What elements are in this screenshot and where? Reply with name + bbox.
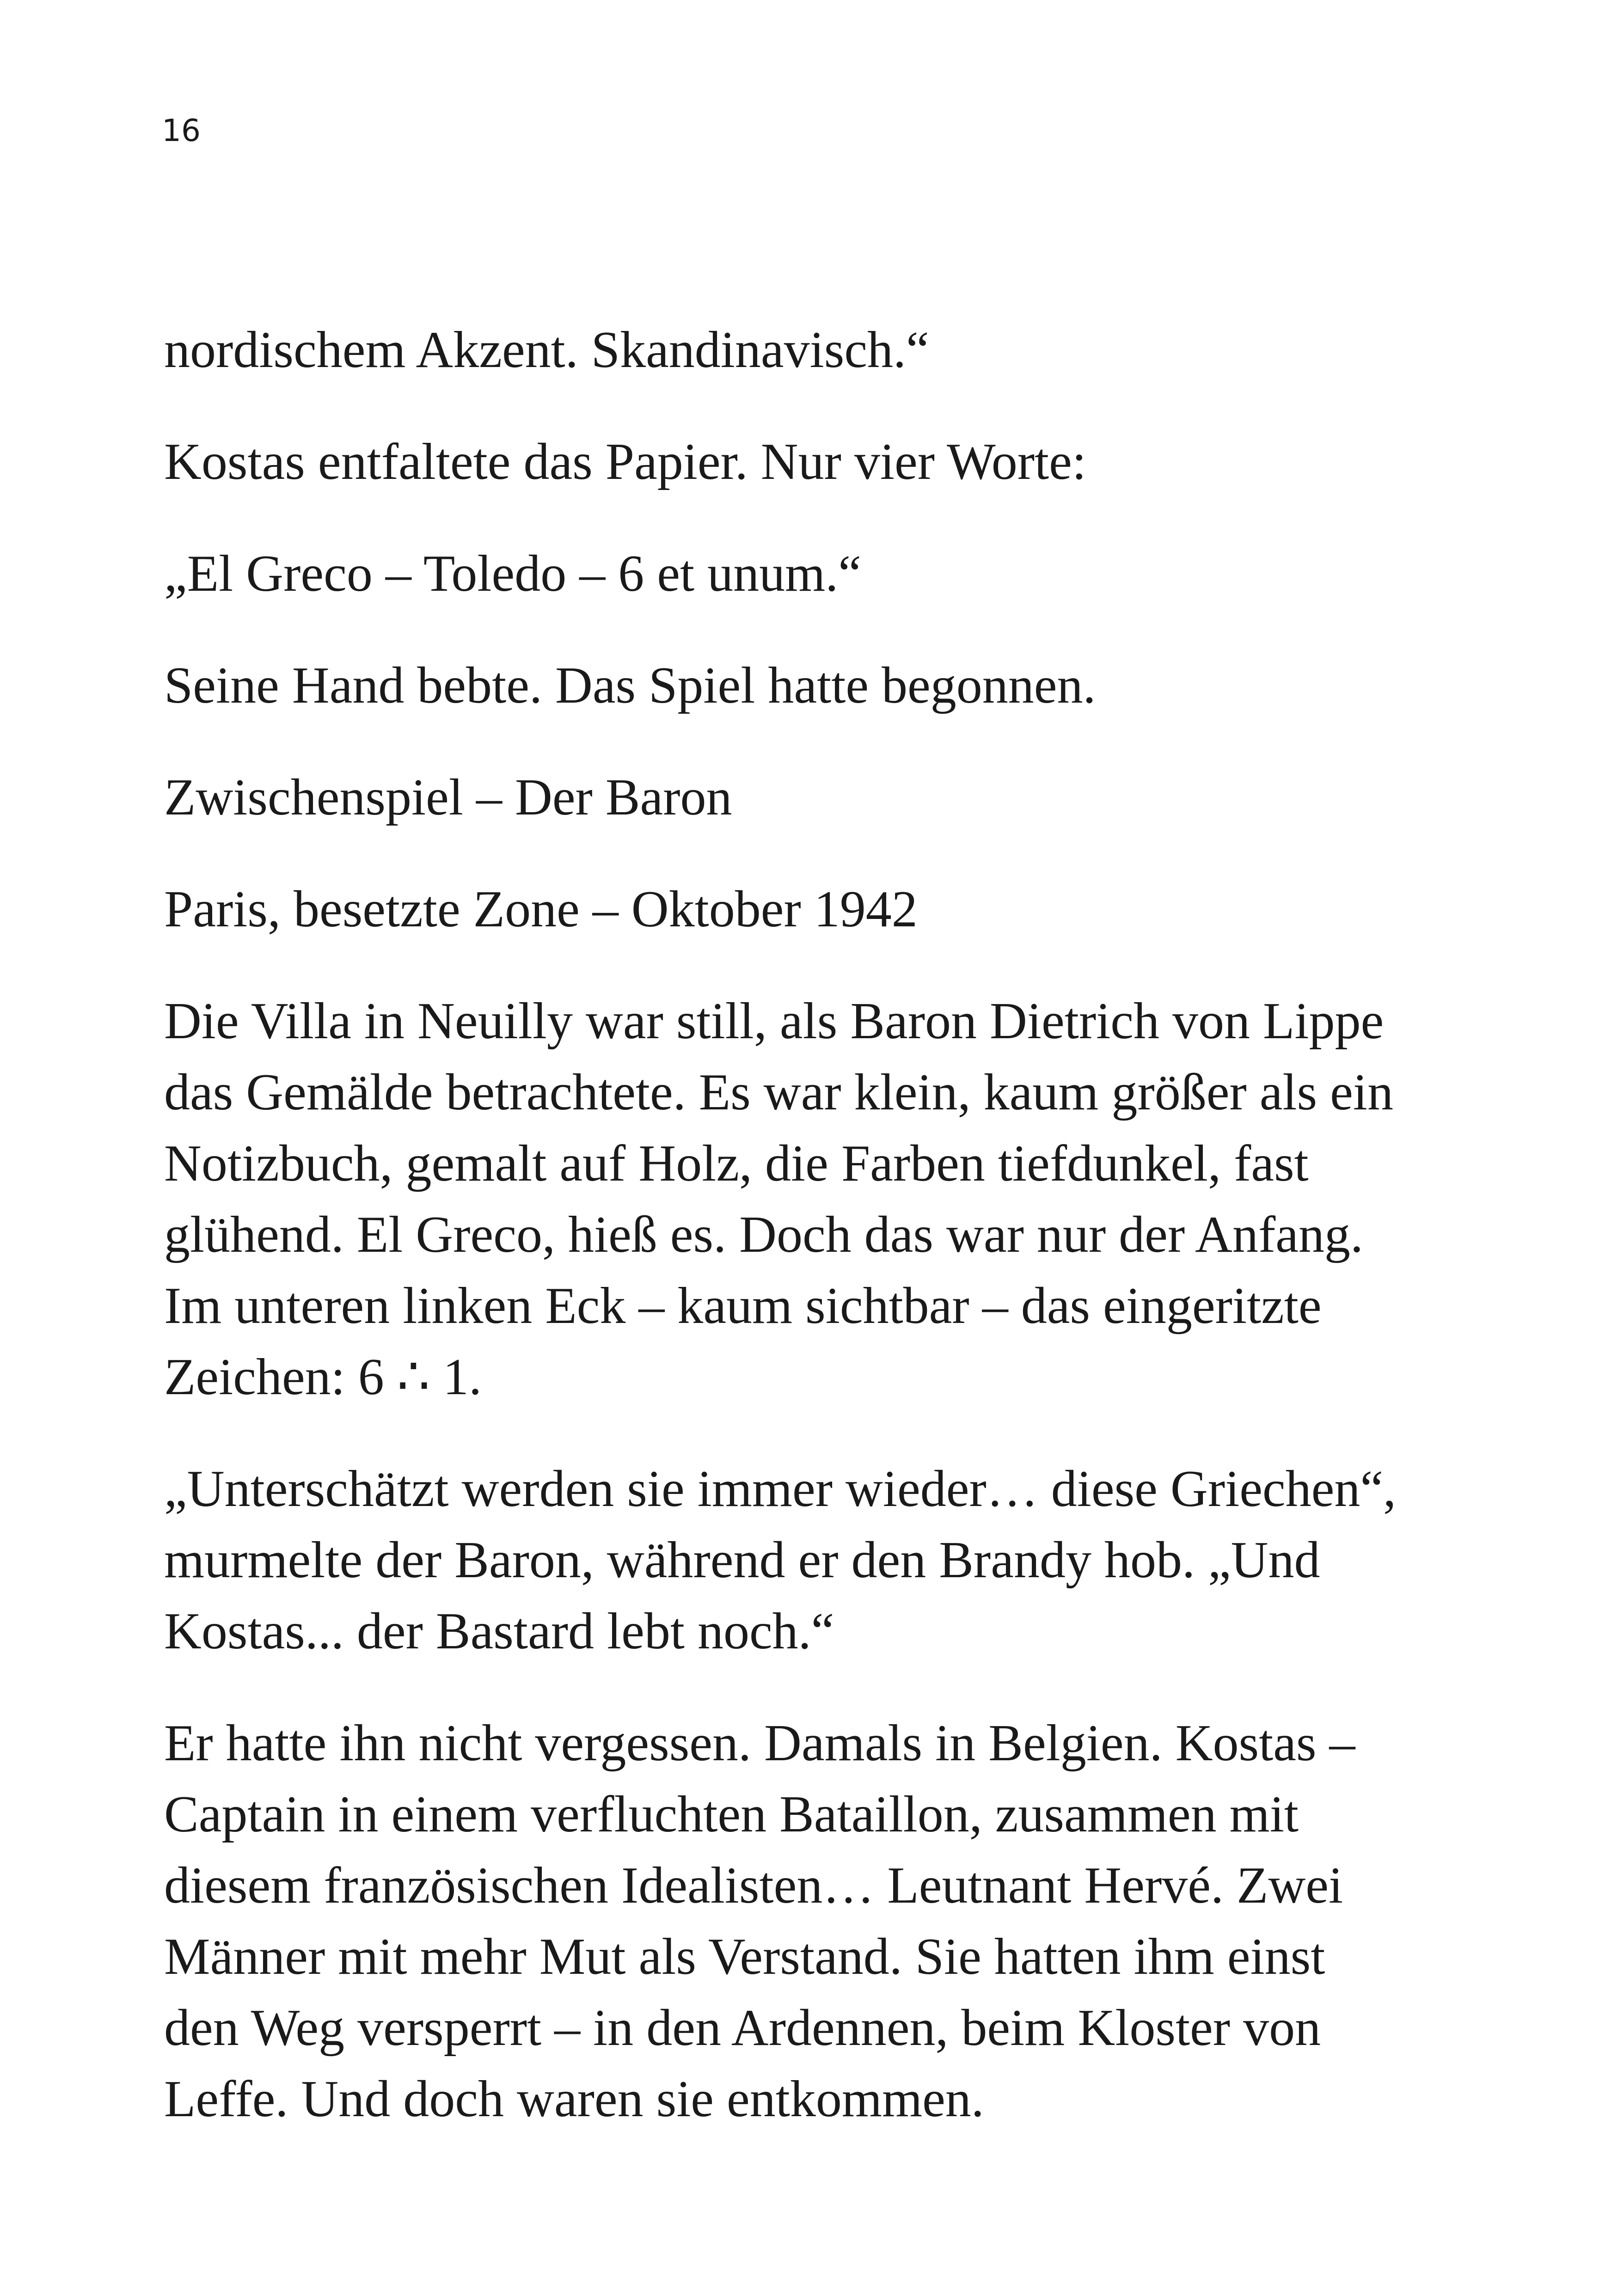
text-line: Kostas... der Bastard lebt noch.“: [164, 1603, 834, 1660]
text-line: den Weg versperrt – in den Ardennen, beim Kloster von: [164, 1999, 1321, 2057]
body-text: [164, 314, 1459, 2175]
text-line: glühend. El Greco, hieß es. Doch das war nur der Anfang.: [164, 1206, 1363, 1263]
section-heading: [164, 762, 1459, 833]
paragraph: [164, 650, 1459, 721]
text-line: Seine Hand bebte. Das Spiel hatte begonnen.: [164, 657, 1096, 714]
text-line: murmelte der Baron, während er den Brandy hob. „Und: [164, 1531, 1320, 1589]
text-line: Zwischenspiel – Der Baron: [164, 769, 732, 826]
paragraph: [164, 314, 1459, 386]
place-date-line: [164, 874, 1459, 945]
text-line: diesem französischen Idealisten… Leutnant Hervé. Zwei: [164, 1857, 1343, 1914]
text-line: Er hatte ihn nicht vergessen. Damals in Belgien. Kostas –: [164, 1714, 1355, 1772]
text-line: das Gemälde betrachtete. Es war klein, kaum größer als ein: [164, 1064, 1393, 1121]
text-line: „Unterschätzt werden sie immer wieder… diese Griechen“,: [164, 1460, 1397, 1518]
text-line: Paris, besetzte Zone – Oktober 1942: [164, 881, 918, 938]
text-line: Leffe. Und doch waren sie entkommen.: [164, 2070, 984, 2128]
paragraph: [164, 538, 1459, 609]
text-line: Zeichen: 6 ∴ 1.: [164, 1348, 482, 1406]
text-line: Notizbuch, gemalt auf Holz, die Farben tiefdunkel, fast: [164, 1135, 1309, 1192]
text-line: Männer mit mehr Mut als Verstand. Sie hatten ihm einst: [164, 1928, 1325, 1985]
text-line: Captain in einem verfluchten Bataillon, zusammen mit: [164, 1786, 1299, 1843]
text-line: Kostas entfaltete das Papier. Nur vier Worte:: [164, 433, 1086, 490]
text-line: Die Villa in Neuilly war still, als Baron Dietrich von Lippe: [164, 992, 1384, 1050]
text-line: Im unteren linken Eck – kaum sichtbar – das eingeritzte: [164, 1277, 1322, 1335]
paragraph: [164, 1453, 1459, 1667]
paragraph: [164, 1708, 1459, 2135]
paragraph: [164, 426, 1459, 497]
paragraph: [164, 986, 1459, 1413]
page-number: 16: [162, 113, 201, 148]
text-line: nordischem Akzent. Skandinavisch.“: [164, 321, 929, 379]
text-line: „El Greco – Toledo – 6 et unum.“: [164, 545, 861, 602]
